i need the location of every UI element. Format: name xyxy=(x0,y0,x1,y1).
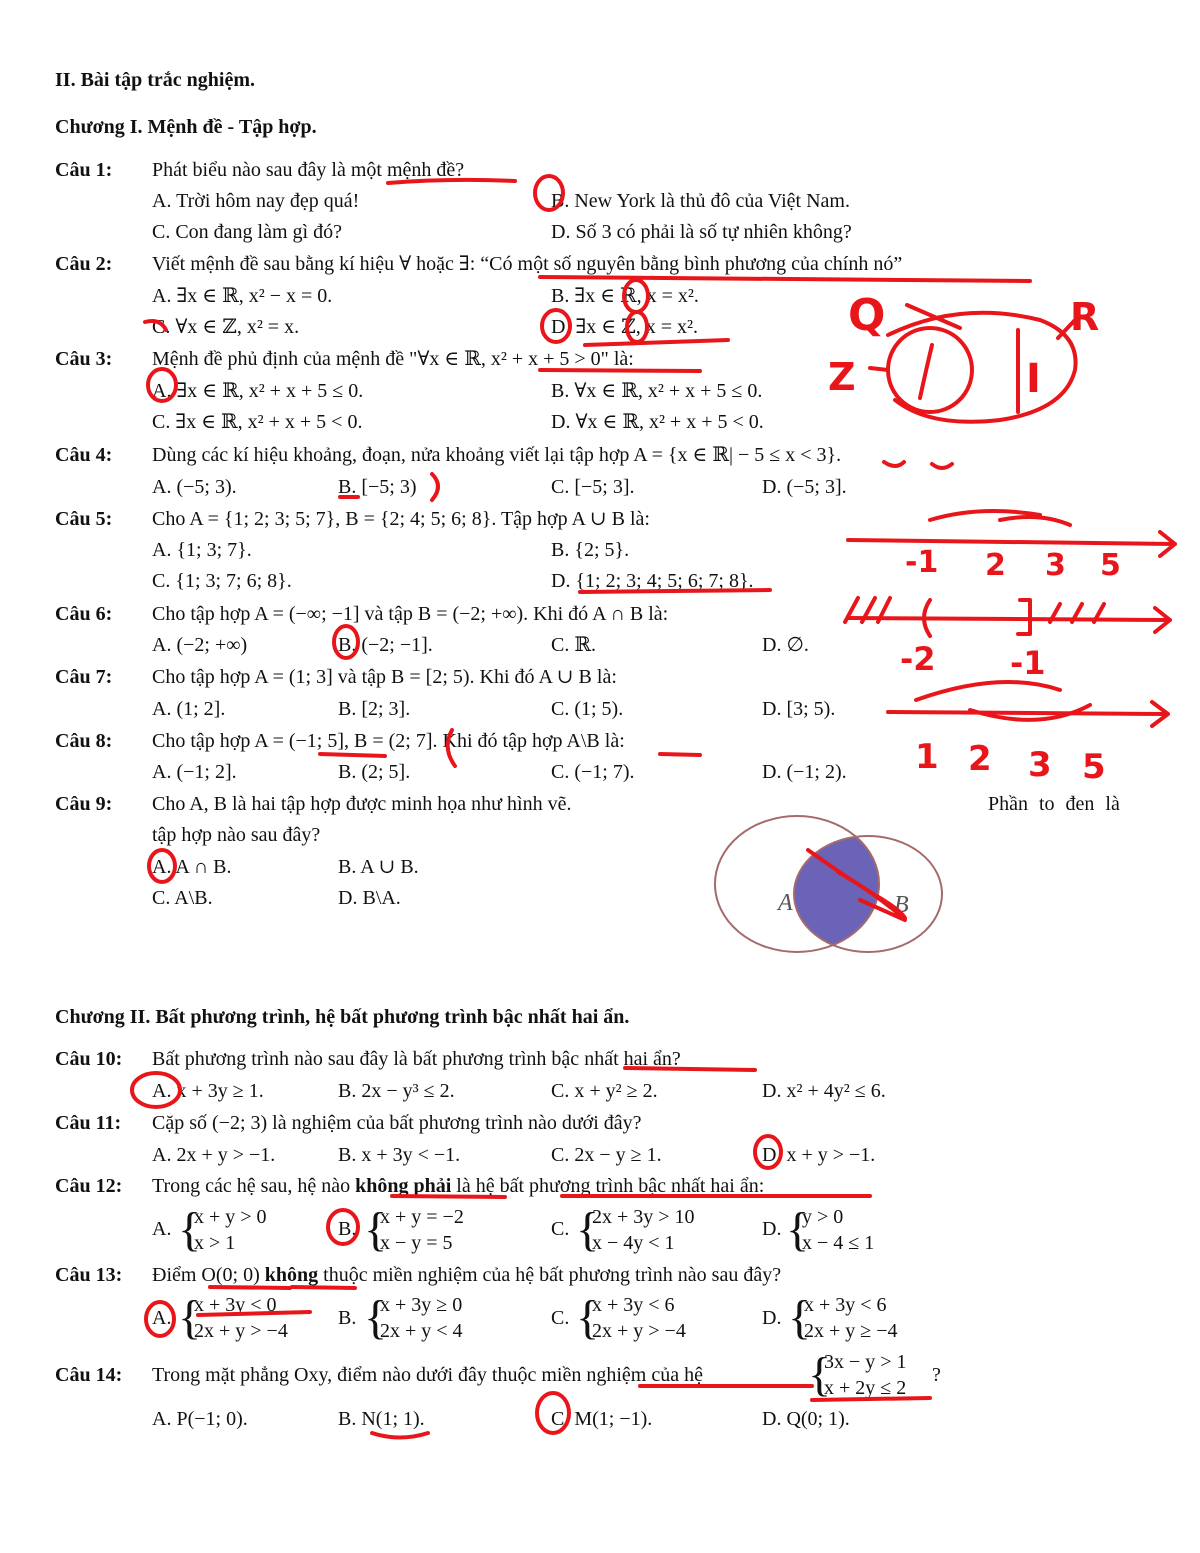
q6-stem: Cho tập hợp A = (−∞; −1] và tập B = (−2; +∞). Khi đó A ∩ B là: xyxy=(152,603,669,625)
q13-option-c-label: C. xyxy=(551,1307,570,1329)
q13-a-line1: x + 3y < 0 xyxy=(194,1294,277,1316)
q2-underline xyxy=(540,277,1030,281)
brace-icon: { xyxy=(178,1203,202,1256)
q8-underline-a xyxy=(320,754,385,756)
q10-option-b: B. 2x − y³ ≤ 2. xyxy=(338,1080,455,1102)
q2-option-c: C. ∀x ∈ ℤ, x² = x. xyxy=(152,316,300,338)
q13-b-line1: x + 3y ≥ 0 xyxy=(380,1294,463,1316)
q1-option-b: B. New York là thủ đô của Việt Nam. xyxy=(551,190,850,212)
brace-icon: { xyxy=(576,1203,600,1256)
q14-line2: x + 2y ≤ 2 xyxy=(824,1377,907,1399)
q14-system xyxy=(808,1349,948,1401)
brace-icon: { xyxy=(788,1291,812,1344)
q6-option-d: D. ∅. xyxy=(762,634,809,656)
q13-d-line1: x + 3y < 6 xyxy=(804,1294,887,1316)
chapter1-title: Chương I. Mệnh đề - Tập hợp. xyxy=(55,116,317,138)
q13-option-a-label: A. xyxy=(152,1307,172,1329)
q14-line1: 3x − y > 1 xyxy=(824,1351,907,1373)
q14-stem: Trong mặt phẳng Oxy, điểm nào dưới đây thuộc miền nghiệm của hệ xyxy=(152,1364,703,1386)
q9-option-a: A. A ∩ B. xyxy=(152,856,232,878)
q2-label: Câu 2: xyxy=(55,253,113,275)
q13-underline-bold xyxy=(292,1287,355,1288)
q8-option-c: C. (−1; 7). xyxy=(551,761,635,783)
q10-label: Câu 10: xyxy=(55,1048,123,1070)
q10-option-a: A. x + 3y ≥ 1. xyxy=(152,1080,264,1102)
q2-option-b: B. ∃x ∈ ℝ, x = x². xyxy=(551,285,699,307)
q14-label: Câu 14: xyxy=(55,1364,123,1386)
q4-option-d: D. (−5; 3]. xyxy=(762,476,847,498)
q11-stem: Cặp số (−2; 3) là nghiệm của bất phương trình nào dưới đây? xyxy=(152,1112,642,1134)
q11-option-a: A. 2x + y > −1. xyxy=(152,1144,276,1166)
q5-arcs xyxy=(930,511,1070,525)
q2-option-d: D. ∃x ∈ ℤ, x = x². xyxy=(551,316,698,338)
q6-option-a: A. (−2; +∞) xyxy=(152,634,248,656)
q1-option-c: C. Con đang làm gì đó? xyxy=(152,221,342,243)
q14-option-a: A. P(−1; 0). xyxy=(152,1408,248,1430)
q14-option-d: D. Q(0; 1). xyxy=(762,1408,850,1430)
q12-option-c-label: C. xyxy=(551,1218,570,1240)
q3-option-d: D. ∀x ∈ ℝ, x² + x + 5 < 0. xyxy=(551,411,764,433)
brace-icon: { xyxy=(786,1203,810,1256)
q12-d-line1: y > 0 xyxy=(802,1206,844,1228)
q13-d-line2: 2x + y ≥ −4 xyxy=(804,1320,898,1342)
q5-option-d: D. {1; 2; 3; 4; 5; 6; 7; 8}. xyxy=(551,570,754,592)
q9-option-b: B. A ∪ B. xyxy=(338,856,419,878)
q13-underline-o xyxy=(210,1287,290,1288)
q4-b-paren xyxy=(432,474,438,500)
q7-number-line xyxy=(888,702,1168,726)
q10-option-d: D. x² + 4y² ≤ 6. xyxy=(762,1080,886,1102)
q9-stem-2: tập hợp nào sau đây? xyxy=(152,824,321,846)
q13-stem-post: thuộc miền nghiệm của hệ bất phương trình nào sau đây? xyxy=(318,1264,782,1286)
q5-option-b: B. {2; 5}. xyxy=(551,539,630,561)
q12-b-line2: x − y = 5 xyxy=(380,1232,453,1254)
q6-label-m1: -1 xyxy=(1010,644,1046,682)
q12-d-line2: x − 4 ≤ 1 xyxy=(802,1232,875,1254)
q8-label: Câu 8: xyxy=(55,730,113,752)
q5-label-m1: -1 xyxy=(905,545,939,580)
q7-arcs xyxy=(916,682,1090,720)
q1-label: Câu 1: xyxy=(55,159,113,181)
q9-stem-right: Phần to đen là xyxy=(988,793,1120,815)
q12-option-a-label: A. xyxy=(152,1218,172,1240)
q14-option-b: B. N(1; 1). xyxy=(338,1408,425,1430)
q12-a-line2: x > 1 xyxy=(194,1232,236,1254)
q13-option-c-system xyxy=(576,1292,736,1344)
q5-number-line xyxy=(848,532,1175,556)
q13-option-b-system xyxy=(364,1292,504,1344)
q12-stem-post: là hệ bất phương trình bậc nhất hai ẩn: xyxy=(451,1175,765,1197)
q13-label: Câu 13: xyxy=(55,1264,123,1286)
sketch-label-z: Z xyxy=(828,355,856,399)
brace-icon: { xyxy=(364,1203,388,1256)
q7-option-d: D. [3; 5). xyxy=(762,698,836,720)
sketch-set-z xyxy=(888,328,972,412)
venn-label-a: A xyxy=(778,890,793,916)
q10-stem: Bất phương trình nào sau đây là bất phương trình bậc nhất hai ẩn? xyxy=(152,1048,681,1070)
q8-underline-ab xyxy=(660,754,700,755)
q1-stem: Phát biểu nào sau đây là một mệnh đề? xyxy=(152,159,465,181)
brace-icon: { xyxy=(178,1291,202,1344)
sketch-label-q: Q xyxy=(848,290,886,341)
q9-stem: Cho A, B là hai tập hợp được minh họa như hình vẽ. xyxy=(152,793,572,815)
q8-option-a: A. (−1; 2]. xyxy=(152,761,237,783)
q8-stem: Cho tập hợp A = (−1; 5], B = (2; 7]. Khi đó tập hợp A\B là: xyxy=(152,730,625,752)
q4-underline xyxy=(884,462,952,468)
q6-paren xyxy=(924,600,930,636)
section-title: II. Bài tập trắc nghiệm. xyxy=(55,69,255,91)
q12-option-b-label: B. xyxy=(338,1218,357,1240)
q4-option-a: A. (−5; 3). xyxy=(152,476,237,498)
q13-stem xyxy=(152,1263,781,1287)
brace-icon: { xyxy=(364,1291,388,1344)
q12-c-line2: x − 4y < 1 xyxy=(592,1232,675,1254)
q6-label-m2: -2 xyxy=(900,640,936,678)
q12-label: Câu 12: xyxy=(55,1175,123,1197)
q11-option-d: D. x + y > −1. xyxy=(762,1144,876,1166)
q13-option-d-label: D. xyxy=(762,1307,782,1329)
q5-label-2: 2 xyxy=(985,548,1006,583)
q6-hatch-right xyxy=(1050,604,1104,622)
q3-stem: Mệnh đề phủ định của mệnh đề "∀x ∈ ℝ, x² + x + 5 > 0" là: xyxy=(152,348,634,370)
q5-option-a: A. {1; 3; 7}. xyxy=(152,539,252,561)
q12-stem xyxy=(152,1174,764,1198)
q12-option-d-label: D. xyxy=(762,1218,782,1240)
q7-option-a: A. (1; 2]. xyxy=(152,698,226,720)
q6-number-line xyxy=(848,608,1170,632)
q14-option-c: C. M(1; −1). xyxy=(551,1408,653,1430)
q13-a-line2: 2x + y > −4 xyxy=(194,1320,288,1342)
q5-label-5: 5 xyxy=(1100,548,1121,583)
q12-b-line1: x + y = −2 xyxy=(380,1206,464,1228)
q2-option-a: A. ∃x ∈ ℝ, x² − x = 0. xyxy=(152,285,333,307)
q9-option-c: C. A\B. xyxy=(152,887,213,909)
venn-label-b: B xyxy=(894,892,909,918)
q13-c-line1: x + 3y < 6 xyxy=(592,1294,675,1316)
q3-option-b: B. ∀x ∈ ℝ, x² + x + 5 ≤ 0. xyxy=(551,380,763,402)
q11-option-c: C. 2x − y ≥ 1. xyxy=(551,1144,662,1166)
q6-hatch-left xyxy=(845,598,890,622)
q14-question-mark: ? xyxy=(932,1364,941,1386)
q12-option-a-system xyxy=(178,1204,308,1256)
q4-option-b: B. [−5; 3) xyxy=(338,476,417,498)
q5-label: Câu 5: xyxy=(55,508,113,530)
sketch-set-q xyxy=(888,313,1076,422)
q1-option-d: D. Số 3 có phải là số tự nhiên không? xyxy=(551,221,852,243)
q3-option-c: C. ∃x ∈ ℝ, x² + x + 5 < 0. xyxy=(152,411,363,433)
q13-option-a-system xyxy=(178,1292,328,1344)
q8-option-d: D. (−1; 2). xyxy=(762,761,847,783)
q4-option-c: C. [−5; 3]. xyxy=(551,476,635,498)
chapter2-title: Chương II. Bất phương trình, hệ bất phương trình bậc nhất hai ẩn. xyxy=(55,1006,630,1028)
q2-d-underline xyxy=(585,340,728,345)
q11-label: Câu 11: xyxy=(55,1112,122,1134)
q7-stem: Cho tập hợp A = (1; 3] và tập B = [2; 5). Khi đó A ∪ B là: xyxy=(152,666,617,688)
q13-c-line2: 2x + y > −4 xyxy=(592,1320,686,1342)
q9-label: Câu 9: xyxy=(55,793,113,815)
q13-option-d-system xyxy=(788,1292,948,1344)
q13-option-b-label: B. xyxy=(338,1307,357,1329)
q7-label-3: 3 xyxy=(1028,745,1052,785)
q13-stem-pre: Điểm O(0; 0) xyxy=(152,1264,265,1286)
q7-option-c: C. (1; 5). xyxy=(551,698,624,720)
q6-label: Câu 6: xyxy=(55,603,113,625)
q7-option-b: B. [2; 3]. xyxy=(338,698,411,720)
q12-stem-pre: Trong các hệ sau, hệ nào xyxy=(152,1175,356,1197)
q4-stem: Dùng các kí hiệu khoảng, đoạn, nửa khoảng viết lại tập hợp A = {x ∈ ℝ| − 5 ≤ x < 3}. xyxy=(152,444,842,466)
q12-option-c-system xyxy=(576,1204,736,1256)
q2-stem: Viết mệnh đề sau bằng kí hiệu ∀ hoặc ∃: “Có một số nguyên bằng bình phương của chính nó” xyxy=(152,253,903,275)
q13-b-line2: 2x + y < 4 xyxy=(380,1320,463,1342)
q8-option-b: B. (2; 5]. xyxy=(338,761,411,783)
q12-stem-bold: không phải xyxy=(355,1175,452,1197)
q4-label: Câu 4: xyxy=(55,444,113,466)
q11-option-b: B. x + 3y < −1. xyxy=(338,1144,461,1166)
q7-label-5: 5 xyxy=(1082,747,1106,787)
q1-option-a: A. Trời hôm nay đẹp quá! xyxy=(152,190,360,212)
q3-label: Câu 3: xyxy=(55,348,113,370)
q13-stem-bold: không xyxy=(264,1264,319,1286)
sketch-pointer-r xyxy=(1058,320,1075,338)
q5-label-3: 3 xyxy=(1045,548,1066,583)
q12-option-b-system xyxy=(364,1204,504,1256)
q12-a-line1: x + y > 0 xyxy=(194,1206,267,1228)
q3-option-a: A. ∃x ∈ ℝ, x² + x + 5 ≤ 0. xyxy=(152,380,364,402)
sketch-label-i: I xyxy=(1026,356,1041,402)
venn-diagram xyxy=(710,810,950,960)
q12-c-line1: 2x + 3y > 10 xyxy=(592,1206,695,1228)
q6-bracket xyxy=(1018,600,1030,634)
sketch-pointer-z xyxy=(870,368,888,370)
sketch-inner-one xyxy=(920,345,932,398)
q7-label-2: 2 xyxy=(968,739,992,779)
q7-label-1: 1 xyxy=(915,737,939,777)
q9-option-d: D. B\A. xyxy=(338,887,401,909)
q6-option-b: B. (−2; −1]. xyxy=(338,634,433,656)
q5-option-c: C. {1; 3; 7; 6; 8}. xyxy=(152,570,292,592)
sketch-label-r: R xyxy=(1070,295,1100,339)
brace-icon: { xyxy=(576,1291,600,1344)
q12-option-d-system xyxy=(786,1204,916,1256)
q10-option-c: C. x + y² ≥ 2. xyxy=(551,1080,658,1102)
q5-stem: Cho A = {1; 2; 3; 5; 7}, B = {2; 4; 5; 6; 8}. Tập hợp A ∪ B là: xyxy=(152,508,650,530)
sketch-pointer xyxy=(907,305,960,328)
q7-label: Câu 7: xyxy=(55,666,113,688)
q6-option-c: C. ℝ. xyxy=(551,634,596,656)
q14-b-underline xyxy=(372,1433,428,1438)
brace-icon: { xyxy=(808,1348,832,1401)
